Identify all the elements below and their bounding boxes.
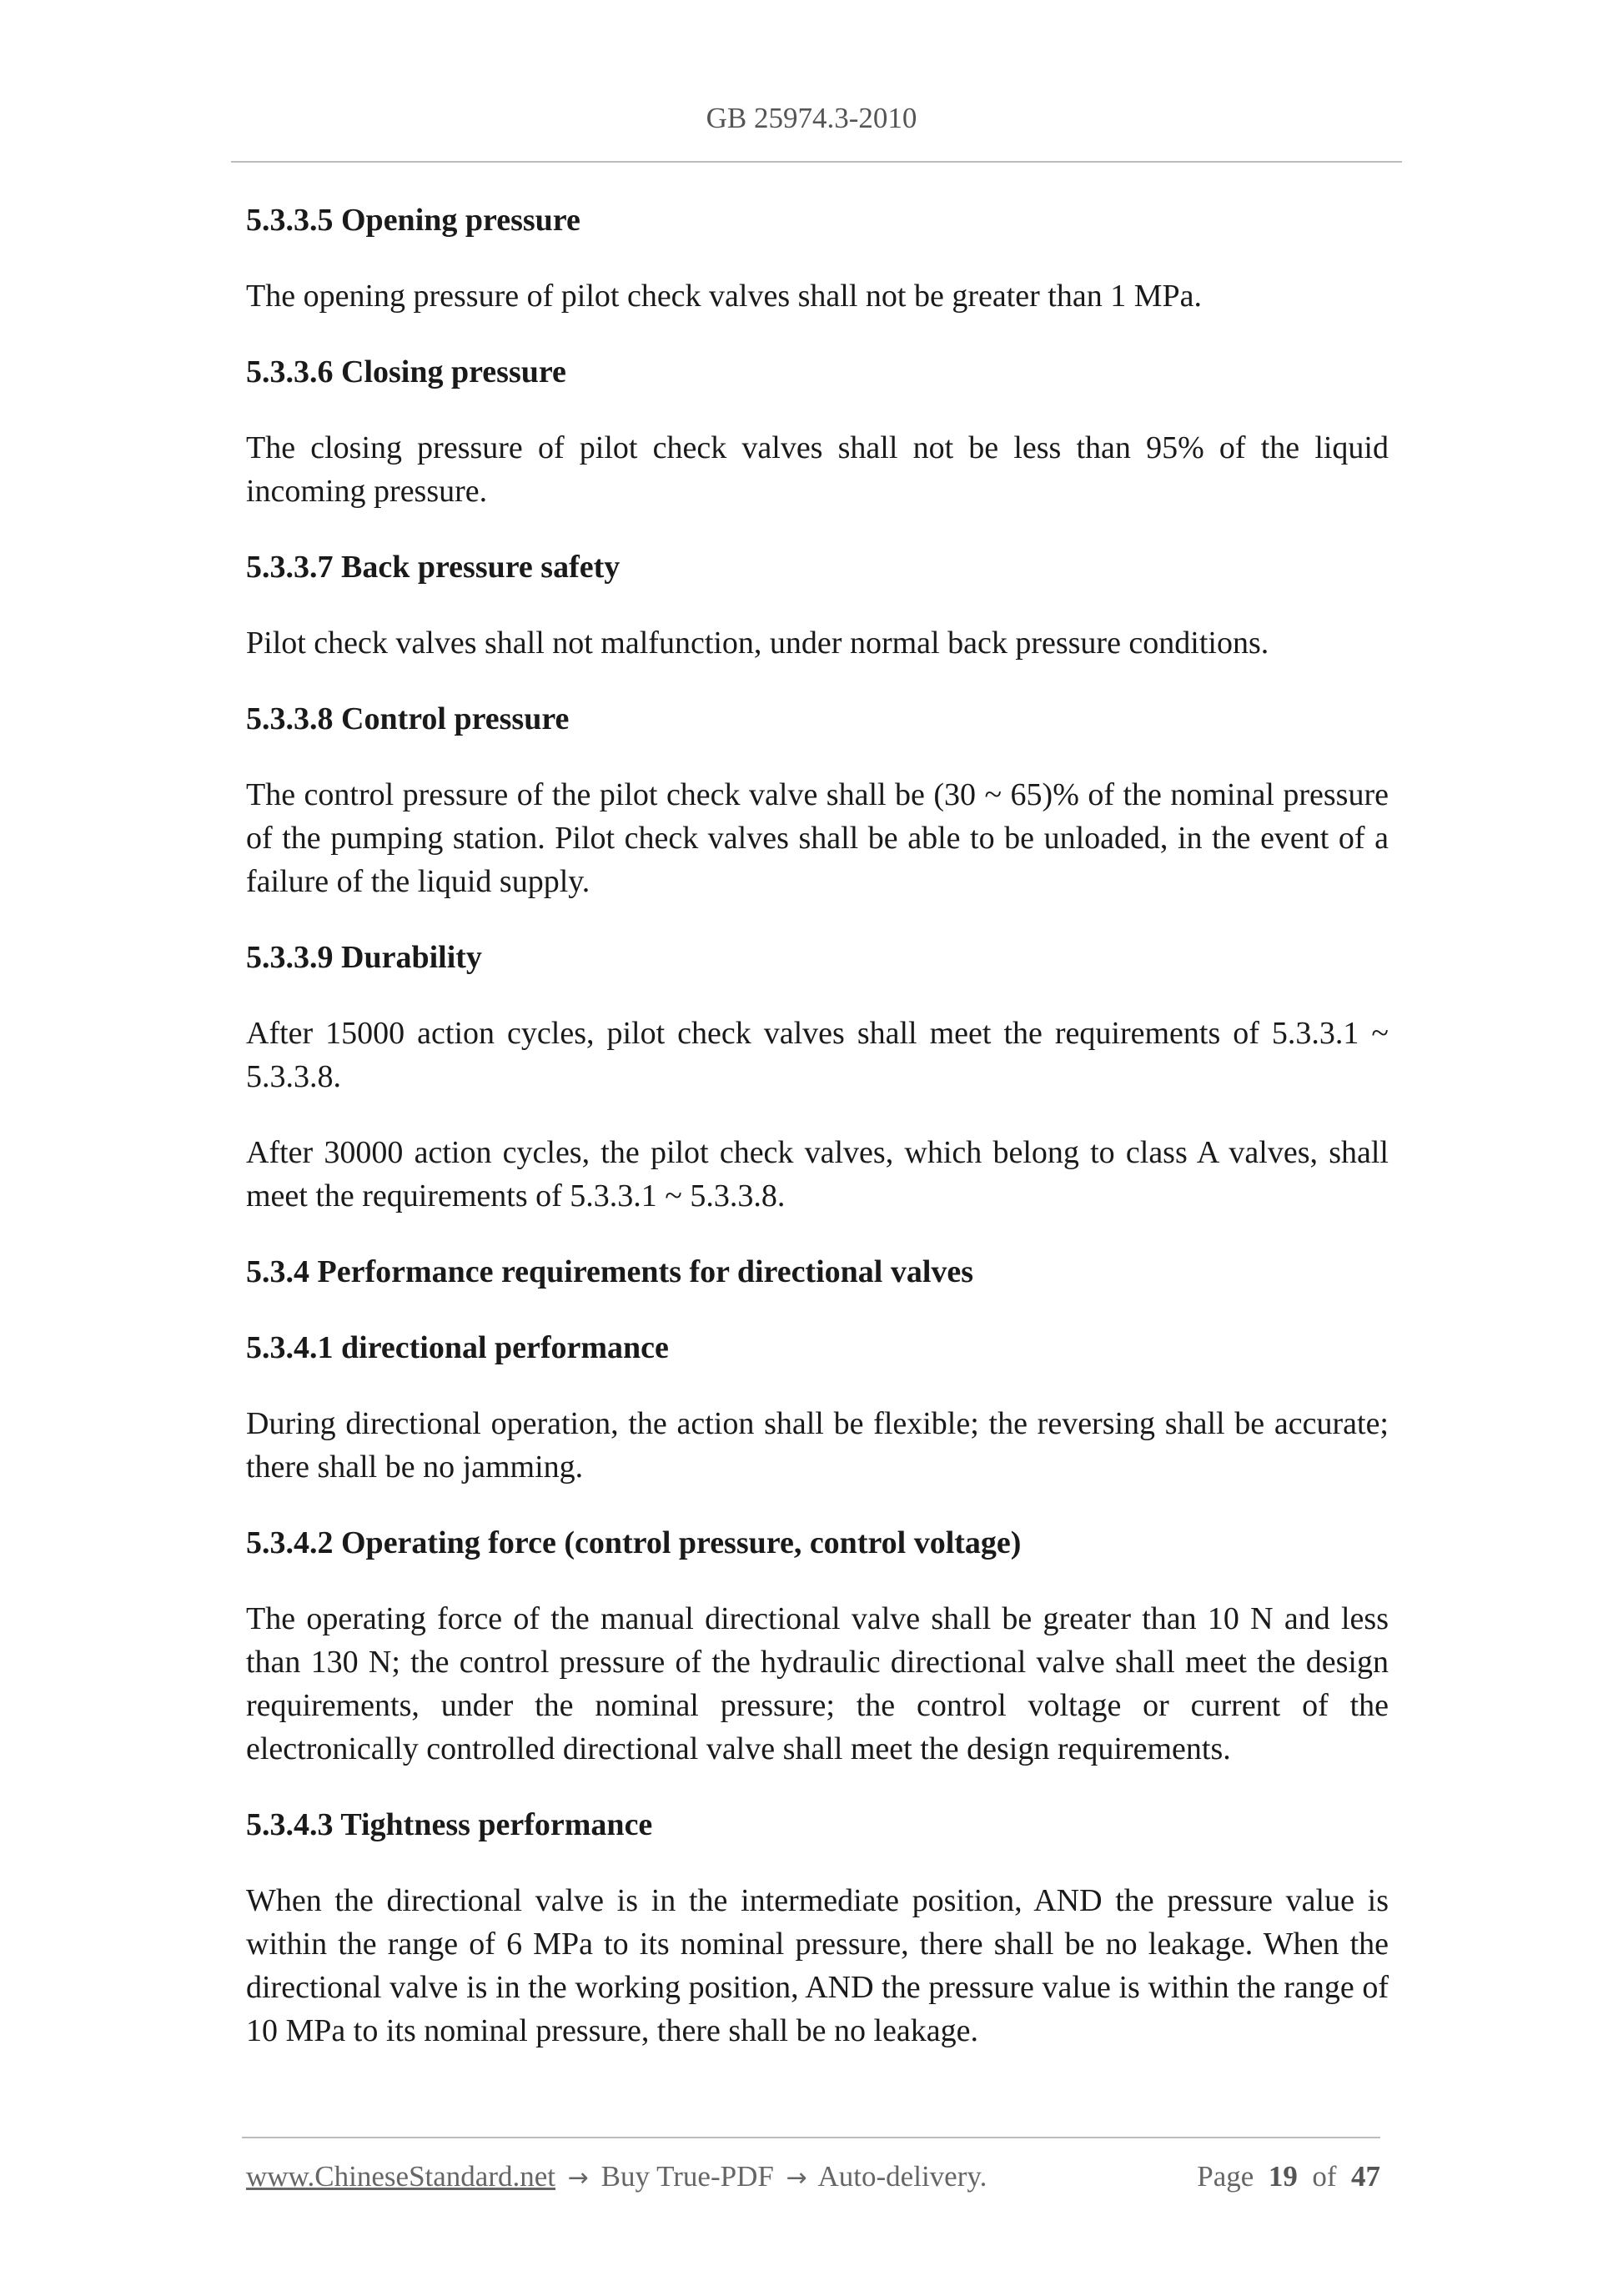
of-label: of [1312, 2160, 1337, 2193]
section-paragraph: Pilot check valves shall not malfunction, under normal back pressure conditions. [246, 625, 1269, 661]
standard-code: GB 25974.3-2010 [706, 102, 917, 134]
section-paragraph: After 30000 action cycles, the pilot check valves, which belong to class A valves, shall meet the requirements of 5.3.3.1 ~ 5.3.3.8. [246, 1135, 1389, 1213]
section-heading: 5.3.3.6 Closing pressure [246, 354, 566, 389]
document-body [246, 198, 1389, 2085]
document-header [0, 102, 1623, 135]
section-heading: 5.3.3.9 Durability [246, 940, 482, 975]
section-paragraph: During directional operation, the action shall be flexible; the reversing shall be accurate; there shall be no jamming. [246, 1406, 1389, 1485]
current-page-number: 19 [1268, 2160, 1298, 2193]
page-indicator [1197, 2160, 1380, 2193]
section-heading: 5.3.4.3 Tightness performance [246, 1807, 653, 1842]
arrow-right-icon: → [786, 2163, 807, 2193]
section-heading: 5.3.3.7 Back pressure safety [246, 550, 621, 585]
section-heading: 5.3.4 Performance requirements for directional valves [246, 1254, 974, 1289]
total-pages-number: 47 [1351, 2160, 1380, 2193]
section-heading: 5.3.4.1 directional performance [246, 1330, 669, 1365]
buy-pdf-text: Buy True-PDF [600, 2160, 774, 2193]
section-paragraph: The closing pressure of pilot check valves shall not be less than 95% of the liquid incoming pressure. [246, 430, 1389, 509]
auto-delivery-text: Auto-delivery. [817, 2160, 987, 2193]
section-paragraph: The control pressure of the pilot check valve shall be (30 ~ 65)% of the nominal pressure of the pumping station. Pilot check valves shall be able to be unloaded, in the event of a failure of the liquid supply. [246, 777, 1389, 899]
section-paragraph: The opening pressure of pilot check valves shall not be greater than 1 MPa. [246, 279, 1202, 314]
footer-divider [242, 2137, 1380, 2138]
arrow-right-icon: → [567, 2163, 589, 2193]
page-footer [246, 2160, 1380, 2193]
section-paragraph: When the directional valve is in the intermediate position, AND the pressure value is within the range of 6 MPa to its nominal pressure, there shall be no leakage. When the directional valve is in the working position, AND the pressure value is within the range of 10 MPa to its nominal pressure, there shall be no leakage. [246, 1883, 1389, 2048]
header-divider [231, 161, 1402, 163]
section-heading: 5.3.3.8 Control pressure [246, 701, 570, 736]
section-heading: 5.3.3.5 Opening pressure [246, 203, 580, 238]
section-heading: 5.3.4.2 Operating force (control pressure, control voltage) [246, 1525, 1022, 1560]
section-paragraph: After 15000 action cycles, pilot check valves shall meet the requirements of 5.3.3.1 ~ 5.3.3.8. [246, 1016, 1389, 1094]
website-link[interactable]: www.ChineseStandard.net [246, 2160, 555, 2193]
page-label: Page [1197, 2160, 1254, 2193]
section-paragraph: The operating force of the manual directional valve shall be greater than 10 N and less than 130 N; the control pressure of the hydraulic directional valve shall meet the design requirements, under the nominal pressure; the control voltage or current of the electronically controlled directional valve shall meet the design requirements. [246, 1601, 1389, 1766]
footer-left [246, 2160, 987, 2193]
